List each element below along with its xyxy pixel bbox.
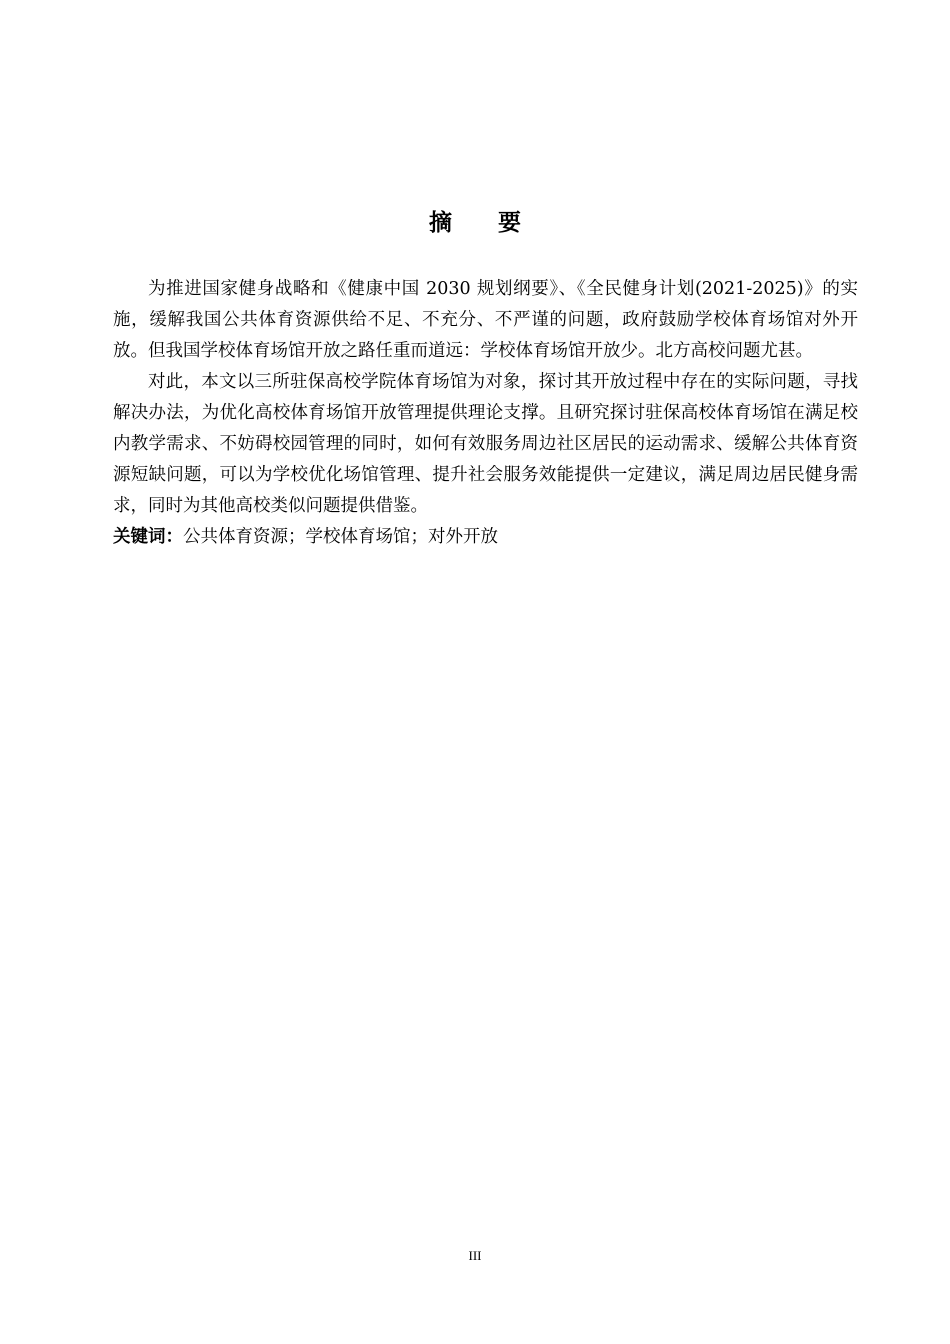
abstract-paragraph-2: 对此，本文以三所驻保高校学院体育场馆为对象，探讨其开放过程中存在的实际问题，寻找解决办法，为优化高校体育场馆开放管理提供理论支撑。且研究探讨驻保高校体育场馆在满足校内教学需求、不妨碍校园管理的同时，如何有效服务周边社区居民的运动需求、缓解公共体育资源短缺问题，可以为学校优化场馆管理、提升社会服务效能提供一定建议，满足周边居民健身需求，同时为其他高校类似问题提供借鉴。 bbox=[113, 372, 858, 516]
keywords-text: 公共体育资源；学校体育场馆；对外开放 bbox=[183, 527, 498, 547]
page-number: III bbox=[468, 1248, 482, 1263]
keywords-line bbox=[113, 522, 858, 553]
abstract-paragraph-1: 为推进国家健身战略和《健康中国 2030 规划纲要》、《全民健身计划(2021-2025)》的实施，缓解我国公共体育资源供给不足、不充分、不严谨的问题，政府鼓励学校体育场馆对外开放。但我国学校体育场馆开放之路任重而道远：学校体育场馆开放少。北方高校问题尤甚。 bbox=[113, 279, 858, 361]
abstract-title: 摘要 bbox=[429, 210, 567, 236]
abstract-body bbox=[113, 274, 858, 553]
keywords-label: 关键词： bbox=[113, 527, 183, 547]
